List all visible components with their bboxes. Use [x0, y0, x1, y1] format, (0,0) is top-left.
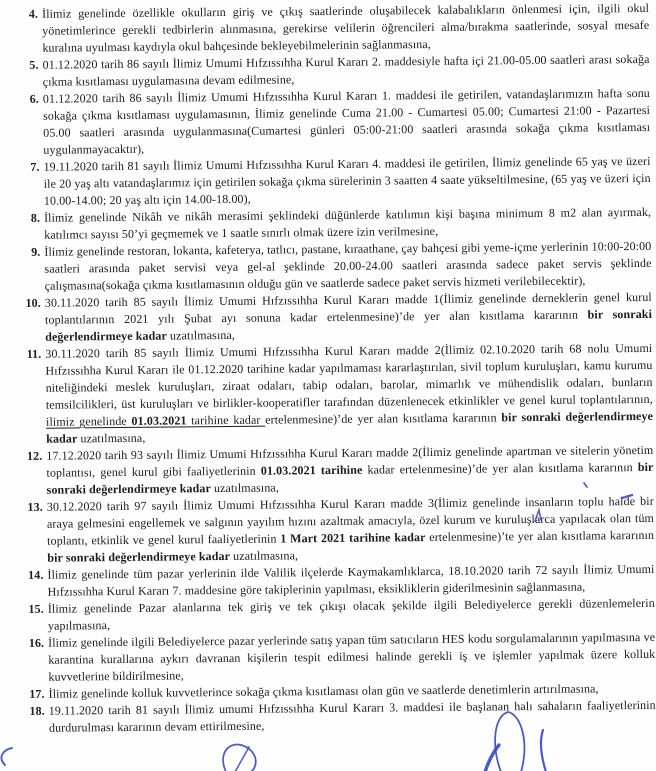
signature-flick-left-icon — [485, 745, 499, 771]
pen-curve-bottom-left-icon — [1, 748, 12, 765]
item-number: 12. — [26, 448, 43, 463]
item-text: 30.11.2020 tarih 85 sayılı İlimiz Umumi Hıfzıssıhha Kurul Kararı madde 1(İlimiz genelinde derneklerin genel kurul toplantılarının 2021 yılı Şubat ayı sonuna kadar ertelenmesine)’de yer alan kısıtlama kararının bir sonraki değerlendirmeye kadar uzatılmasına, — [44, 289, 653, 344]
item-number: 16. — [28, 635, 45, 650]
item-number: 4. — [28, 6, 39, 21]
item-number: 10. — [25, 295, 41, 310]
item-text: 30.12.2020 tarih 97 sayılı İlimiz Umumi Hıfzıssıhha Kurul Kararı madde 3(İlimiz genelinde insanların toplu halde bir araya gelmesini engellemek ve salgının yayılım hızını azaltmak amacıyla, özel kurum ve kuruluşlarca yapılacak olan tüm toplantı, etkinlik ve genel kurul faaliyetlerinin 1 Mart 2021 tarihine kadar ertelenmesine)’te yer alan kısıtlama kararının bir sonraki değerlendirmeye kadar uzatılmasına, — [46, 493, 655, 565]
item-number: 11. — [26, 346, 42, 361]
item-text: 17.12.2020 tarih 93 sayılı İlimiz Umumi Hıfzıssıhha Kurul Kararı madde 2(İlimiz genelinde apartman ve sitelerin yönetim toplantısı, genel kurul gibi faaliyetlerinin 01.03.2021 tarihine kadar ertelenmesine)’de yer alan kısıtlama kararının bir sonraki değerlendirmeye kadar uzatılmasına, — [46, 442, 654, 497]
item-number: 15. — [28, 601, 44, 616]
item-text: 01.12.2020 tarih 86 sayılı İlimiz Umumi Hıfzıssıhha Kurul Kararı 1. maddesi ile getirilen, vatandaşlarımızın hafta sonu sokağa çıkma kısıtlaması uygulamasının, İlimiz genelinde Cuma 21.00 - Cumartesi 05.00; Cumartesi 21:00 - Pazartesi 05.00 saatleri arasında uygulanmasına(Cumartesi günleri 05:00-21:00 saatleri arasında sokağa çıkma kısıtlaması uygulanmayacaktır), — [42, 85, 651, 157]
item-text: İlimiz genelinde Nikâh ve nikâh merasimi şeklindeki düğünlerde katılımın kişi başına minimum 8 m2 alan ayırmak, katılımcı sayısı 50’yi geçmemek ve 1 saatle sınırlı olmak üzere izin verilmesine, — [43, 204, 652, 242]
signature-stroke-right-icon — [541, 730, 546, 771]
list-item — [21, 697, 656, 737]
item-number: 13. — [27, 499, 43, 514]
item-number: 17. — [29, 686, 45, 701]
item-text: İlimiz genelinde Pazar alanlarına tek giriş ve tek çıkışı olacak şekilde ilgili Belediyelerce gerekli düzenlemelerin yapılmasına, — [47, 595, 655, 633]
list-item — [16, 238, 651, 295]
decision-list — [14, 0, 656, 737]
item-number: 8. — [30, 210, 41, 225]
item-number: 14. — [28, 567, 44, 582]
list-item — [19, 493, 655, 567]
item-number: 5. — [29, 57, 39, 72]
signature-loop-center-tail-icon — [235, 747, 249, 771]
item-text: İlimiz genelinde tüm pazar yerlerinin ilde Valilik ilçelerde Kaymakamlıklarca, 18.10.2020 tarih 72 sayılı İlimiz Umumi Hıfzıssıhha Kurul Kararı 7. maddesine göre takiplerinin yapılması, eksikliklerin giderilmesinin sağlanmasına, — [47, 561, 655, 599]
item-number: 18. — [29, 703, 45, 718]
item-text: İlimiz genelinde ilgili Belediyelerce pazar yerlerinde satış yapan tüm satıcıların HES kodu sorgulamalarının yapılmasına ve karantina kurallarına aykırı davranan kişilerin tespit edilmesi halinde gerekli iş ve işlemler yapılmak üzere kolluk kuvvetlerine bildirilmesine, — [48, 629, 656, 684]
item-text: 30.11.2020 tarih 85 sayılı İlimiz Umumi Hıfzıssıhha Kurul Kararı madde 2(İlimiz 02.10.2020 tarih 68 nolu Umumi Hıfzıssıhha Kurul Kararı ile 01.12.2020 tarihine kadar yapılmaması kararlaştırılan, sivil toplum kuruluşları, kamu kurumu niteliğindeki meslek kuruluşları, ziraat odaları, tabip odaları, barolar, mimarlık ve mühendislik odaları, bunların temsilcilikleri, üst kuruluşları ve birlikler-kooperatifler tarafından düzenlenecek etkinlikler ve genel kurul toplantılarının, ilimiz genelinde 01.03.2021 tarihine kadar ertelenmesine)’de yer alan kısıtlama kararının bir sonraki değerlendirmeye kadar uzatılmasına, — [45, 340, 654, 446]
item-text: İlimiz genelinde kolluk kuvvetlerince sokağa çıkma kısıtlaması olan gün ve saatlerde denetimlerin artırılmasına, — [48, 681, 599, 701]
list-item — [17, 340, 653, 448]
item-text: 01.12.2020 tarih 86 sayılı İlimiz Umumi Hıfzıssıhha Kurul Kararı 2. maddesiyle hafta içi 21.00-05.00 saatleri arası sokağa çıkma kısıtlaması uygulamasına devam edilmesine, — [42, 51, 650, 89]
item-text: 19.11.2020 tarih 81 sayılı İlimiz umumi Hıfzıssıhha Kurul Kararı 3. maddesi ile başlanan halı sahaların faaliyetlerinin durdurulması kararının devam ettirilmesine, — [48, 697, 656, 735]
item-number: 6. — [29, 91, 39, 106]
item-number: 9. — [31, 244, 41, 259]
signature-loop-center-icon — [223, 745, 256, 771]
list-item — [15, 85, 651, 159]
item-text: İlimiz genelinde restoran, lokanta, kafeterya, tatlıcı, pastane, kıraathane, çay bahçesi gibi yeme-içme yerlerinin 10:00-20:00 saatleri arasında paket servisi veya gel-al şeklinde 20.00-24.00 saatleri arasında sadece paket servis şeklinde çalışmasına(sokağa çıkma kısıtlamasının olduğu gün ve saatlerde sadece paket servis hizmeti verilebilecektir), — [44, 238, 652, 293]
list-item — [17, 289, 652, 346]
list-item — [15, 153, 650, 210]
item-text: 19.11.2020 tarih 81 sayılı İlimiz Umumi Hıfzıssıhha Kurul Kararı 4. maddesi ile getirilen, İlimiz genelinde 65 yaş ve üzeri ile 20 yaş altı vatandaşlarımız için getirilen sokağa çıkma sürelerinin 3 saatten 4 saate yükseltilmesine, (65 yaş ve üzeri için 10.00-14.00; 20 yaş altı için 14.00-18.00), — [43, 153, 651, 208]
list-item — [14, 0, 649, 57]
list-item — [20, 629, 655, 686]
list-item — [18, 442, 653, 499]
item-text: İlimiz genelinde özellikle okulların giriş ve çıkış saatlerinde oluşabilecek kalabalıkların önlenmesi için, ilgili okul yönetimlerince gerekli tedbirlerin alınmasına, gerekirse velilerin öğrencileri alma/bırakma saatlerinde, sosyal mesafe kuralına uyulması kaydıyla okul bahçesinde bekleyebilmelerinin sağlanmasına, — [42, 0, 650, 55]
item-number: 7. — [30, 159, 40, 174]
